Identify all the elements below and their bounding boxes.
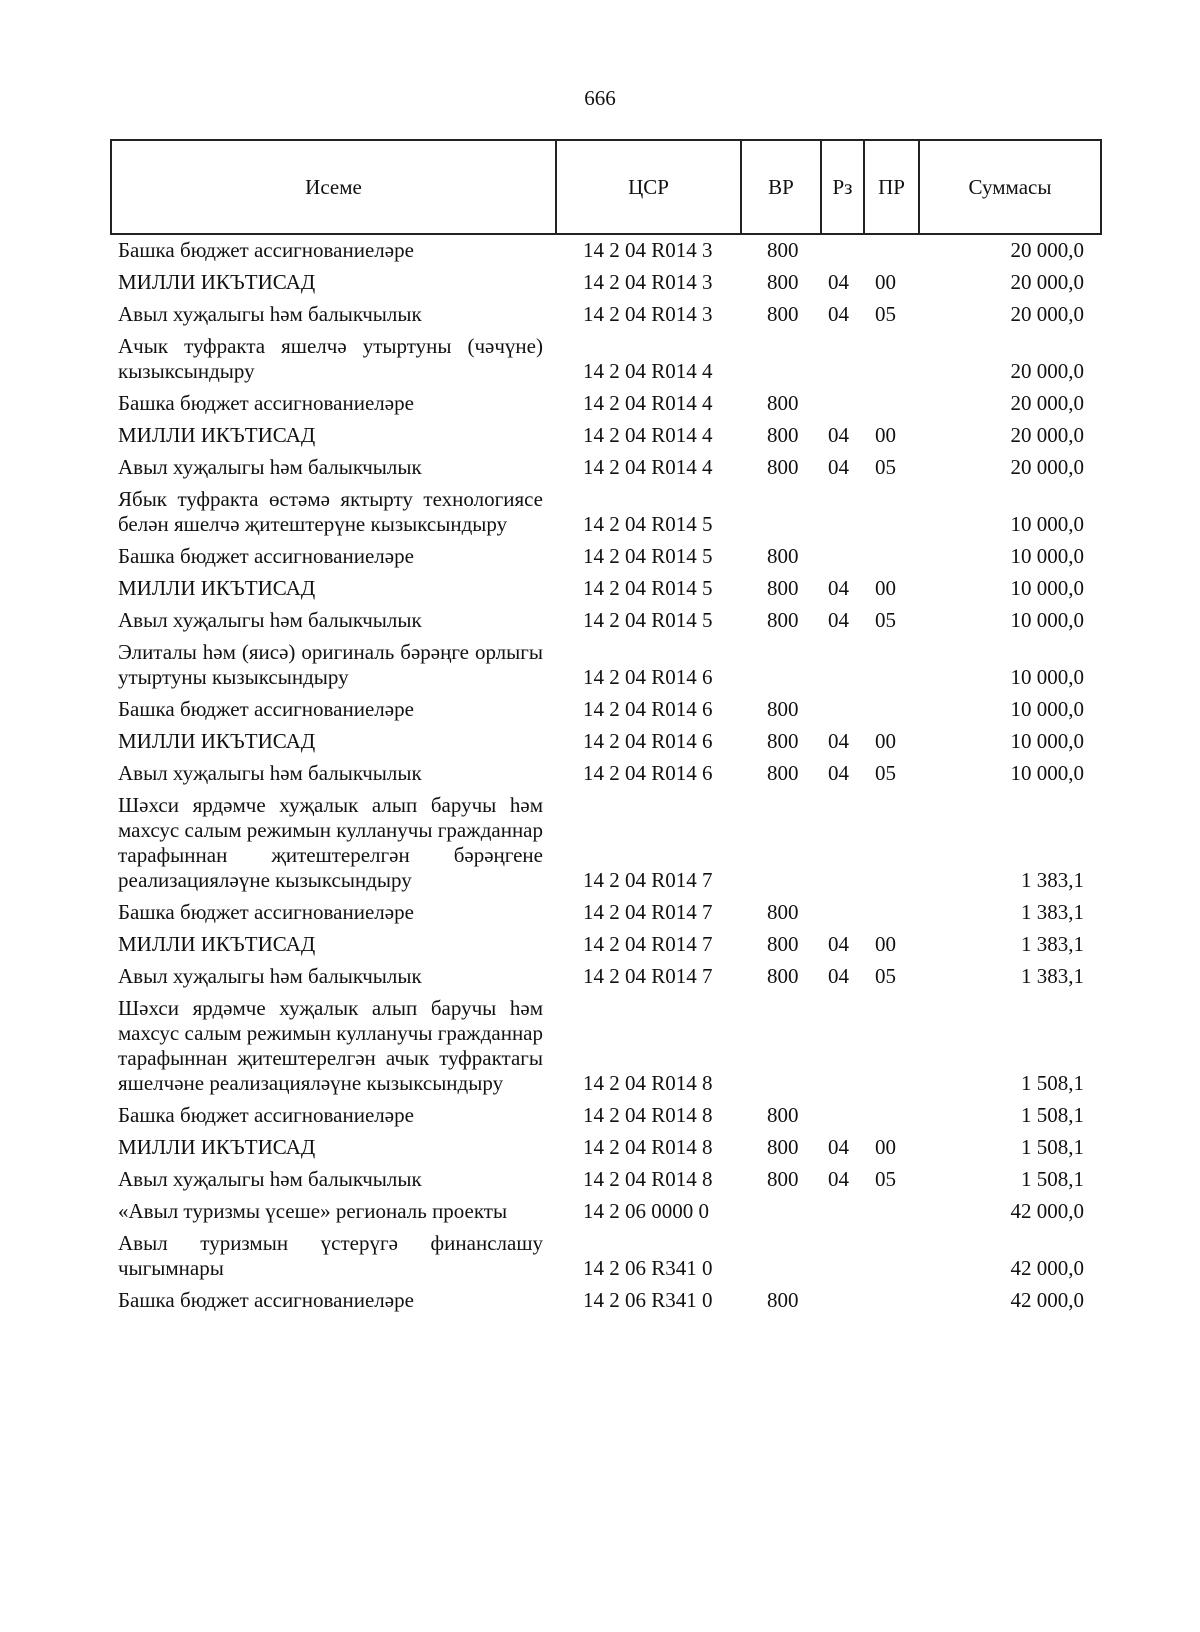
- row-vr: 800: [767, 455, 799, 479]
- row-pr: 05: [875, 964, 896, 988]
- row-name: Авыл туризмын үстерүгә финанслашу чыгымнары: [118, 1231, 543, 1280]
- row-name: Авыл хуҗалыгы һәм балыкчылык: [118, 608, 422, 632]
- table-row: [110, 1133, 1100, 1165]
- row-vr: 800: [767, 932, 799, 956]
- row-name: МИЛЛИ ИКЪТИСАД: [118, 1135, 316, 1159]
- row-vr: 800: [767, 423, 799, 447]
- row-name: «Авыл туризмы үсеше» региональ проекты: [118, 1199, 508, 1223]
- row-sum: 1 508,1: [1021, 1167, 1084, 1191]
- row-sum: 42 000,0: [1010, 1199, 1084, 1223]
- row-sum: 1 508,1: [1021, 1071, 1084, 1095]
- row-rz: 04: [828, 302, 849, 326]
- row-vr: 800: [767, 544, 799, 568]
- table-row: [110, 453, 1100, 485]
- row-csr: 14 2 04 R014 7: [583, 868, 713, 892]
- row-name: Ябык туфракта өстәмә яктырту технологиясе белән яшелчә җитештерүне кызыксындыру: [118, 487, 543, 536]
- row-name: Башка бюджет ассигнованиеләре: [118, 391, 414, 415]
- row-csr: 14 2 04 R014 5: [583, 512, 713, 536]
- row-vr: 800: [767, 729, 799, 753]
- row-name: Башка бюджет ассигнованиеләре: [118, 1103, 414, 1127]
- row-pr: 05: [875, 761, 896, 785]
- row-sum: 42 000,0: [1010, 1288, 1084, 1312]
- row-name: МИЛЛИ ИКЪТИСАД: [118, 576, 316, 600]
- row-csr: 14 2 04 R014 3: [583, 302, 713, 326]
- table-row: [110, 1101, 1100, 1133]
- header-name: Исеме: [111, 140, 556, 234]
- table-row: [110, 1286, 1100, 1318]
- table-row: [110, 332, 1100, 389]
- row-sum: 20 000,0: [1010, 359, 1084, 383]
- row-name: Авыл хуҗалыгы һәм балыкчылык: [118, 302, 422, 326]
- row-vr: 800: [767, 1135, 799, 1159]
- row-name: Авыл хуҗалыгы һәм балыкчылык: [118, 761, 422, 785]
- row-csr: 14 2 04 R014 4: [583, 391, 713, 415]
- table-row: [110, 542, 1100, 574]
- row-csr: 14 2 04 R014 8: [583, 1103, 713, 1127]
- row-vr: 800: [767, 238, 799, 262]
- row-csr: 14 2 04 R014 6: [583, 697, 713, 721]
- row-rz: 04: [828, 576, 849, 600]
- row-sum: 20 000,0: [1010, 302, 1084, 326]
- row-rz: 04: [828, 729, 849, 753]
- row-csr: 14 2 04 R014 5: [583, 576, 713, 600]
- table-row: [110, 994, 1100, 1101]
- row-vr: 800: [767, 964, 799, 988]
- table-row: [110, 300, 1100, 332]
- row-name: Шәхси ярдәмче хуҗалык алып баручы һәм махсус салым режимын кулланучы гражданнар тарафыннан җитештерелгән бәрәңгене реализацияләүне кызыксындыру: [118, 793, 543, 892]
- row-name: Башка бюджет ассигнованиеләре: [118, 900, 414, 924]
- row-pr: 05: [875, 1167, 896, 1191]
- row-rz: 04: [828, 1135, 849, 1159]
- header-sum: Суммасы: [919, 140, 1101, 234]
- row-pr: 05: [875, 608, 896, 632]
- header-pr: ПР: [864, 140, 919, 234]
- row-csr: 14 2 04 R014 6: [583, 665, 713, 689]
- row-sum: 20 000,0: [1010, 455, 1084, 479]
- row-pr: 00: [875, 1135, 896, 1159]
- table-row: [110, 268, 1100, 300]
- row-vr: 800: [767, 608, 799, 632]
- table-row: [110, 898, 1100, 930]
- row-name: Башка бюджет ассигнованиеләре: [118, 1288, 414, 1312]
- row-name: МИЛЛИ ИКЪТИСАД: [118, 729, 316, 753]
- row-name: Авыл хуҗалыгы һәм балыкчылык: [118, 1167, 422, 1191]
- table-row: [110, 695, 1100, 727]
- table-body: [110, 236, 1100, 1318]
- row-vr: 800: [767, 270, 799, 294]
- row-csr: 14 2 04 R014 8: [583, 1135, 713, 1159]
- row-vr: 800: [767, 761, 799, 785]
- table-row: [110, 1229, 1100, 1286]
- row-csr: 14 2 04 R014 3: [583, 270, 713, 294]
- row-name: Авыл хуҗалыгы һәм балыкчылык: [118, 964, 422, 988]
- row-sum: 1 383,1: [1021, 932, 1084, 956]
- row-vr: 800: [767, 1167, 799, 1191]
- row-sum: 1 508,1: [1021, 1135, 1084, 1159]
- table-row: [110, 1165, 1100, 1197]
- row-pr: 00: [875, 729, 896, 753]
- row-csr: 14 2 04 R014 7: [583, 900, 713, 924]
- row-vr: 800: [767, 1103, 799, 1127]
- table-row: [110, 791, 1100, 898]
- row-csr: 14 2 04 R014 3: [583, 238, 713, 262]
- table-row: [110, 421, 1100, 453]
- row-name: Авыл хуҗалыгы һәм балыкчылык: [118, 455, 422, 479]
- row-sum: 10 000,0: [1010, 761, 1084, 785]
- row-sum: 1 383,1: [1021, 868, 1084, 892]
- table-row: [110, 389, 1100, 421]
- row-csr: 14 2 04 R014 4: [583, 359, 713, 383]
- header-csr: ЦСР: [556, 140, 741, 234]
- row-rz: 04: [828, 964, 849, 988]
- row-name: МИЛЛИ ИКЪТИСАД: [118, 270, 316, 294]
- row-rz: 04: [828, 423, 849, 447]
- row-sum: 10 000,0: [1010, 544, 1084, 568]
- row-vr: 800: [767, 900, 799, 924]
- row-csr: 14 2 06 R341 0: [583, 1256, 713, 1280]
- row-name: МИЛЛИ ИКЪТИСАД: [118, 932, 316, 956]
- row-pr: 05: [875, 302, 896, 326]
- row-pr: 00: [875, 576, 896, 600]
- row-vr: 800: [767, 391, 799, 415]
- row-name: Шәхси ярдәмче хуҗалык алып баручы һәм махсус салым режимын кулланучы гражданнар тарафыннан җитештерелгән ачык туфрактагы яшелчәне реализацияләүне кызыксындыру: [118, 996, 543, 1095]
- row-sum: 1 508,1: [1021, 1103, 1084, 1127]
- row-csr: 14 2 04 R014 7: [583, 932, 713, 956]
- row-rz: 04: [828, 932, 849, 956]
- row-sum: 20 000,0: [1010, 270, 1084, 294]
- table-row: [110, 962, 1100, 994]
- row-sum: 10 000,0: [1010, 665, 1084, 689]
- row-csr: 14 2 04 R014 5: [583, 544, 713, 568]
- row-pr: 00: [875, 270, 896, 294]
- row-csr: 14 2 06 0000 0: [583, 1199, 709, 1223]
- row-csr: 14 2 04 R014 6: [583, 761, 713, 785]
- row-name: Элиталы һәм (яисә) оригиналь бәрәңге орлыгы утыртуны кызыксындыру: [118, 640, 543, 689]
- row-sum: 20 000,0: [1010, 238, 1084, 262]
- table-row: [110, 638, 1100, 695]
- row-vr: 800: [767, 576, 799, 600]
- row-sum: 10 000,0: [1010, 512, 1084, 536]
- row-csr: 14 2 04 R014 7: [583, 964, 713, 988]
- table-row: [110, 727, 1100, 759]
- row-name: Башка бюджет ассигнованиеләре: [118, 697, 414, 721]
- row-name: Башка бюджет ассигнованиеләре: [118, 544, 414, 568]
- row-csr: 14 2 04 R014 4: [583, 423, 713, 447]
- row-sum: 1 383,1: [1021, 900, 1084, 924]
- page-number: 666: [584, 86, 616, 110]
- header-rz: Рз: [821, 140, 864, 234]
- row-vr: 800: [767, 697, 799, 721]
- row-sum: 10 000,0: [1010, 697, 1084, 721]
- table-row: [110, 236, 1100, 268]
- row-rz: 04: [828, 270, 849, 294]
- row-sum: 42 000,0: [1010, 1256, 1084, 1280]
- row-csr: 14 2 06 R341 0: [583, 1288, 713, 1312]
- row-name: Ачык туфракта яшелчә утыртуны (чәчүне) кызыксындыру: [118, 334, 543, 383]
- row-pr: 05: [875, 455, 896, 479]
- row-vr: 800: [767, 1288, 799, 1312]
- table-row: [110, 930, 1100, 962]
- row-vr: 800: [767, 302, 799, 326]
- header-vr: ВР: [741, 140, 821, 234]
- row-csr: 14 2 04 R014 6: [583, 729, 713, 753]
- row-name: Башка бюджет ассигнованиеләре: [118, 238, 414, 262]
- row-csr: 14 2 04 R014 8: [583, 1071, 713, 1095]
- table-row: [110, 759, 1100, 791]
- row-sum: 10 000,0: [1010, 608, 1084, 632]
- row-rz: 04: [828, 1167, 849, 1191]
- table-header: [110, 139, 1102, 235]
- table-row: [110, 574, 1100, 606]
- row-rz: 04: [828, 608, 849, 632]
- row-name: МИЛЛИ ИКЪТИСАД: [118, 423, 316, 447]
- row-csr: 14 2 04 R014 8: [583, 1167, 713, 1191]
- row-sum: 20 000,0: [1010, 423, 1084, 447]
- table-row: [110, 606, 1100, 638]
- row-sum: 10 000,0: [1010, 576, 1084, 600]
- row-sum: 1 383,1: [1021, 964, 1084, 988]
- row-sum: 20 000,0: [1010, 391, 1084, 415]
- row-rz: 04: [828, 761, 849, 785]
- row-csr: 14 2 04 R014 5: [583, 608, 713, 632]
- row-pr: 00: [875, 423, 896, 447]
- row-csr: 14 2 04 R014 4: [583, 455, 713, 479]
- row-sum: 10 000,0: [1010, 729, 1084, 753]
- table-row: [110, 1197, 1100, 1229]
- row-rz: 04: [828, 455, 849, 479]
- row-pr: 00: [875, 932, 896, 956]
- table-row: [110, 485, 1100, 542]
